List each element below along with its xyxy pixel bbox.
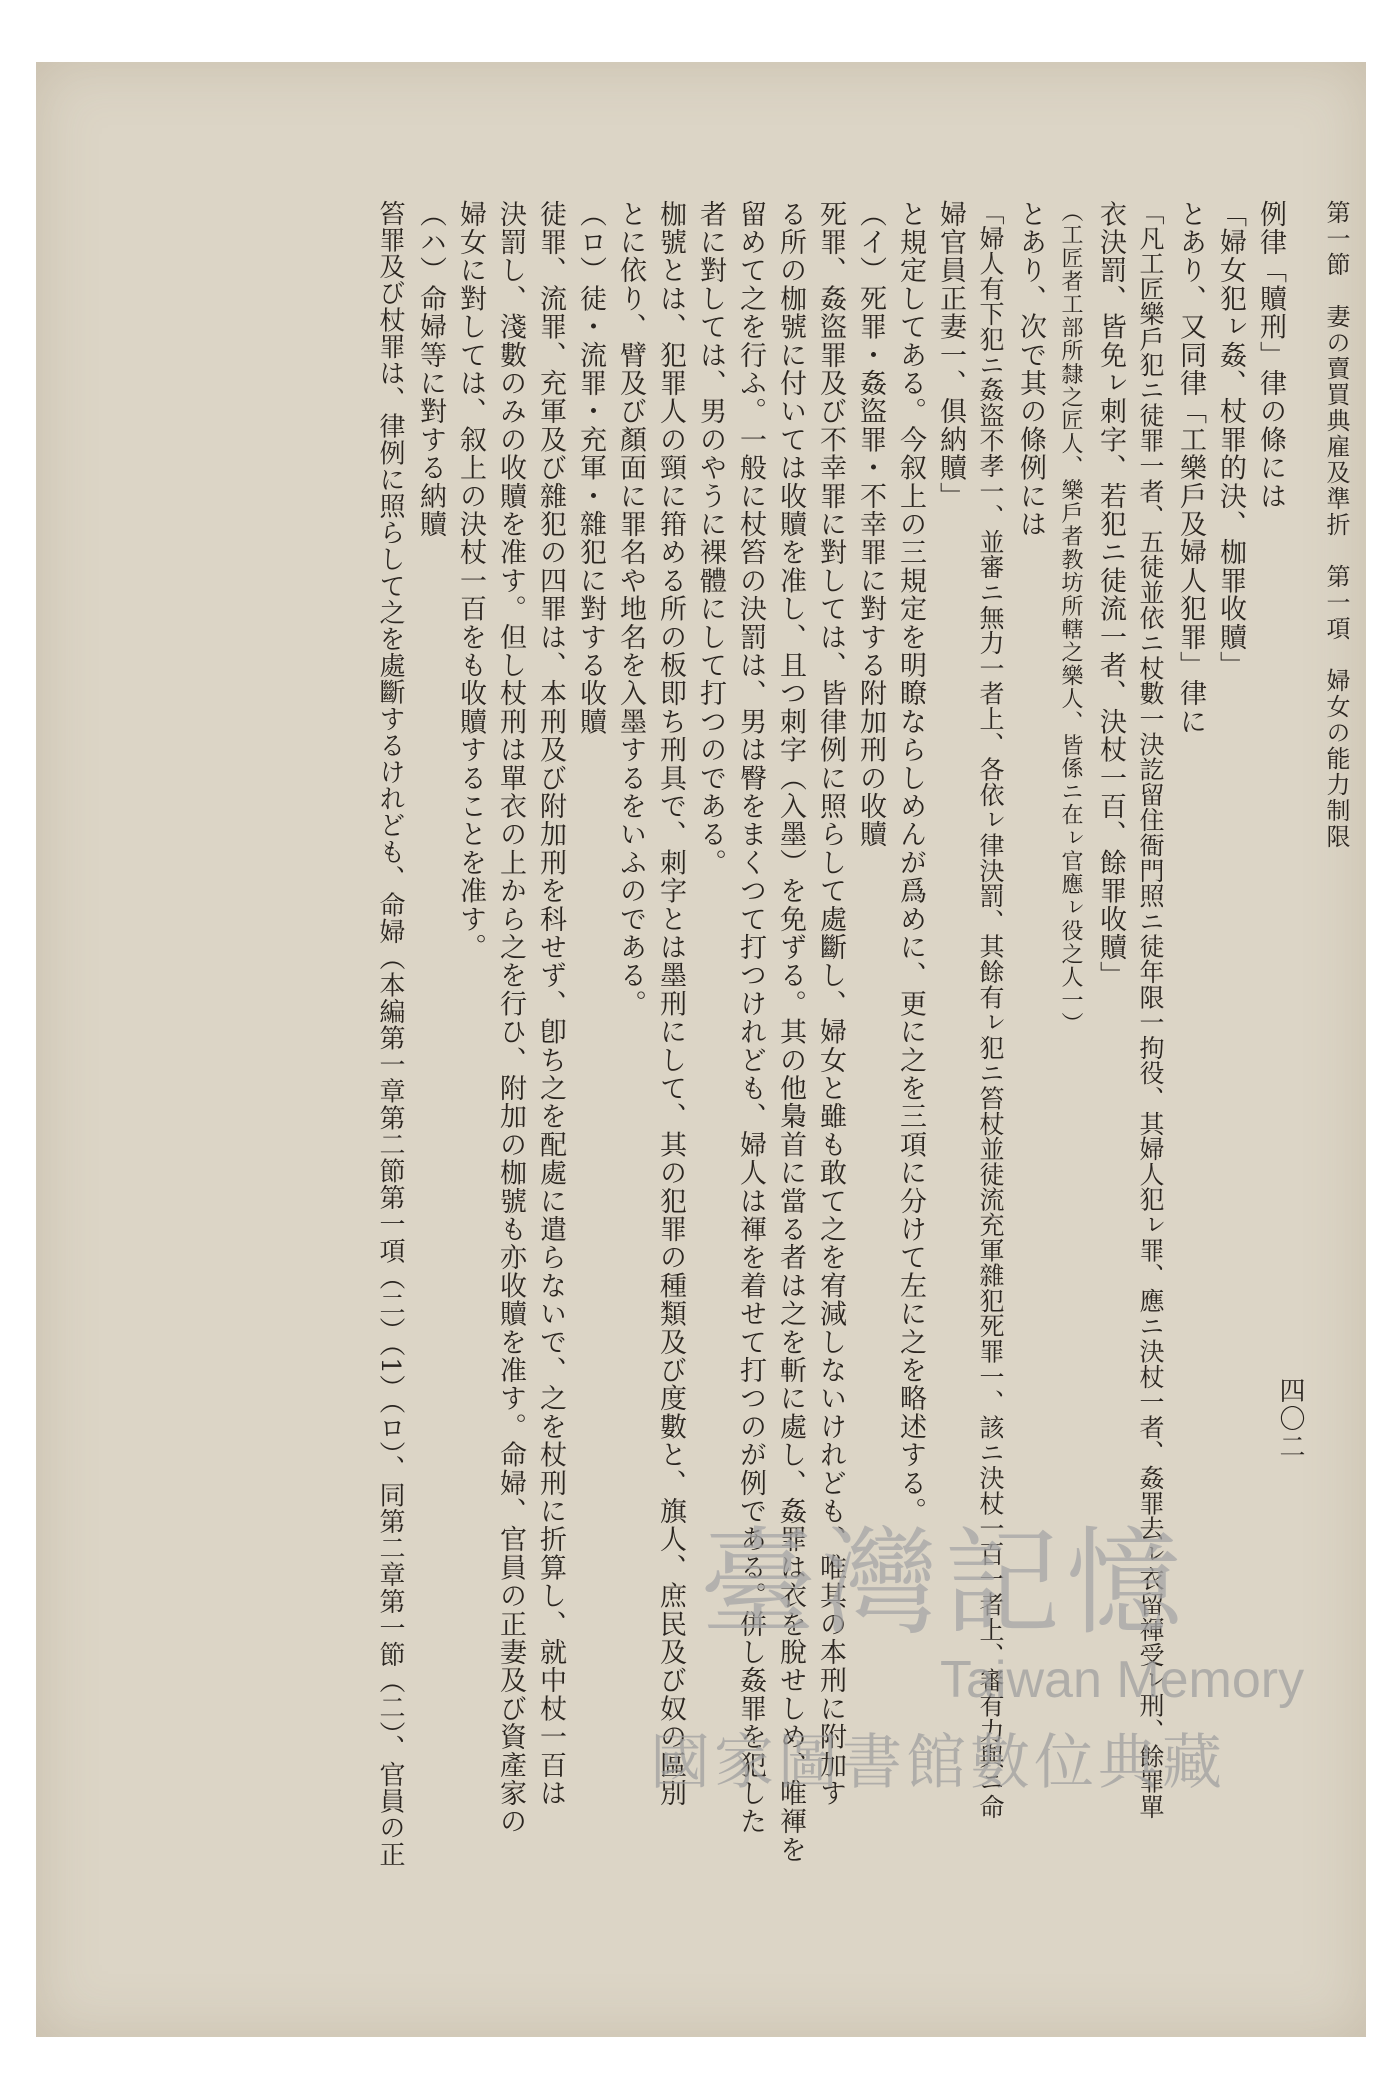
text-line: 徒罪、流罪、充軍及び雜犯の四罪は、本刑及び附加刑を科せず、卽ち之を配處に遣らないで、之を杖刑に折算し、就中杖一百は: [535, 200, 566, 1808]
watermark-english: Taiwan Memory: [940, 1651, 1305, 1709]
text-line: 「婦人有下犯ニ姦盜不孝一、並審ニ無力一者上、各依ㇾ律決罰、其餘有ㇾ犯ニ笞杖並徒流充軍雜犯死罪一、該ニ決杖一百一者上、審有力與ニ命: [976, 200, 1005, 1820]
text-line: 衣決罰、皆免ㇾ刺字、若犯ニ徒流一者、決杖一百、餘罪收贖」: [1095, 200, 1126, 990]
text-line: 決罰し、淺數のみの收贖を准す。但し杖刑は單衣の上から之を行ひ、附加の枷號も亦收贖を准す。命婦、官員の正妻及び資產家の: [495, 200, 526, 1836]
watermark: [640, 1490, 1340, 1910]
text-line: 例律「贖刑」律の條には: [1255, 200, 1286, 511]
text-line: と規定してある。今叙上の三規定を明瞭ならしめんが爲めに、更に之を三項に分けて左に之を略述する。: [895, 200, 926, 1526]
watermark-chinese: 國家圖書館數位典藏: [650, 1729, 1226, 1796]
text-line: とあり、又同律「工樂戶及婦人犯罪」律に: [1175, 200, 1206, 736]
text-line: 死罪、姦盜罪及び不幸罪に對しては、皆律例に照らして處斷し、婦女と雖も敢て之を宥減しないけれども、唯其の本刑に附加す: [815, 200, 846, 1808]
text-line: とに依り、臂及び顏面に罪名や地名を入墨するをいふのである。: [615, 200, 646, 1018]
running-header: 第一節 妻の賣買典雇及準折 第一項 婦女の能力制限: [1322, 200, 1350, 850]
page-number: 四〇二: [1275, 1377, 1305, 1461]
text-line: 留めて之を行ふ。一般に杖笞の決罰は、男は臀をまくつて打つけれども、婦人は褌を着せて打つのが例である。併し姦罪を犯した: [735, 200, 766, 1836]
text-line: （ハ）命婦等に對する納贖: [415, 200, 446, 539]
text-line: 笞罪及び杖罪は、律例に照らして之を處斷するけれども、命婦（本編第一章第二節第一項（二）（1）（ロ）、同第二章第一節（二）、官員の正: [375, 200, 405, 1868]
text-line: 者に對しては、男のやうに裸體にして打つのである。: [695, 200, 726, 877]
text-line: （工匠者工部所隸之匠人、樂戶者教坊所轄之樂人、皆係ニ在ㇾ官應ㇾ役之人一）: [1058, 200, 1083, 1036]
text-line: 婦女に對しては、叙上の決杖一百をも收贖することを准す。: [455, 200, 486, 962]
text-line: 婦官員正妻一、俱納贖」: [935, 200, 966, 511]
text-line: （イ）死罪・姦盜罪・不幸罪に對する附加刑の收贖: [855, 200, 886, 849]
text-line: とあり、次で其の條例には: [1015, 200, 1046, 539]
watermark-logo: 臺灣記憶: [700, 1516, 1188, 1651]
text-line: 「婦女犯ㇾ姦、杖罪的決、枷罪收贖」: [1215, 200, 1246, 680]
text-line: る所の枷號に付いては收贖を准し、且つ刺字（入墨）を免ずる。其の他梟首に當る者は之を斬に處し、姦罪は衣を脫せしめ、唯褌を: [775, 200, 806, 1864]
text-line: 「凡工匠樂戶犯ニ徒罪一者、五徒並依ニ杖數一決訖留住衙門照ニ徒年限一拘役、其婦人犯ㇾ罪、應ニ決杖一者、姦罪去ㇾ衣留禈受ㇾ刑、餘罪單: [1136, 200, 1165, 1820]
text-line: （ロ）徒・流罪・充軍・雜犯に對する收贖: [575, 200, 606, 736]
text-line: 枷號とは、犯罪人の頸に箝める所の板即ち刑具で、刺字とは墨刑にして、其の犯罪の種類及び度數と、旗人、庶民及び奴の區別: [655, 200, 686, 1808]
